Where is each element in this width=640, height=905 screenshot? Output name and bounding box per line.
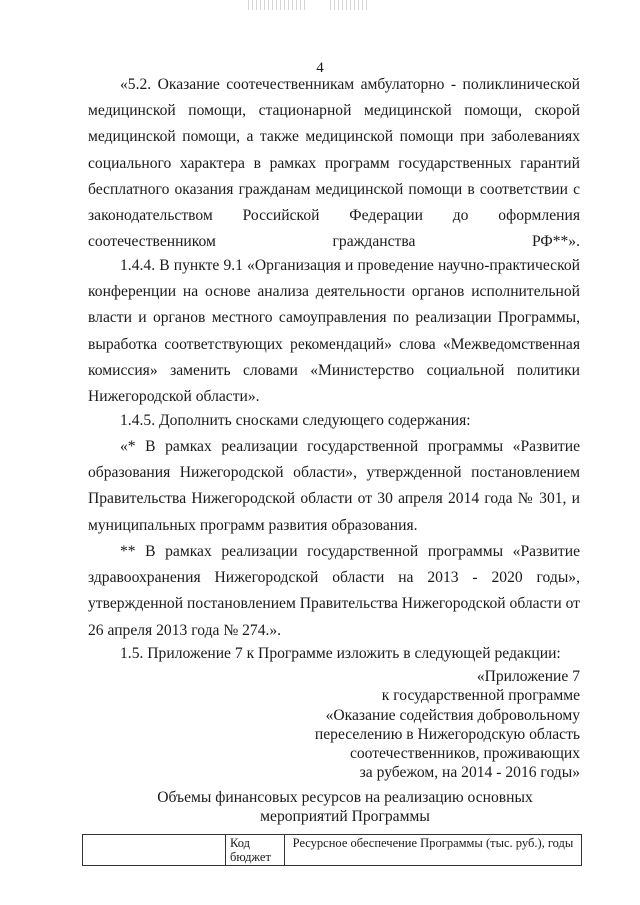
header-cell-blank — [83, 835, 226, 866]
scan-artifact — [330, 0, 370, 10]
appendix-header — [300, 667, 580, 783]
appendix-line: «Оказание содействия добровольному — [325, 706, 580, 724]
appendix-line: переселению в Нижегородскую область — [314, 725, 580, 743]
clause-1-4-5: 1.4.5. Дополнить сносками следующего содержания: — [120, 412, 471, 429]
appendix-line: к государственной программе — [381, 687, 580, 705]
appendix-line: соотечественников, проживающих — [349, 745, 580, 763]
financial-table — [82, 834, 582, 866]
scan-artifact — [248, 0, 308, 10]
page-number: 4 — [316, 60, 324, 76]
header-cell-resources: Ресурсное обеспечение Программы (тыс. руб.), годы — [285, 835, 582, 866]
appendix-line: «Приложение 7 — [476, 668, 580, 685]
footnote-1: «* В рамках реализации государственной программы «Развитие образования Нижегородской области», утвержденной постановлением Правительства Нижегородской области от 30 апреля 2014 года № 301, и муниципальных программ развития образования. — [88, 438, 580, 534]
table-title: Объемы финансовых ресурсов на реализацию основных мероприятий Программы — [157, 789, 533, 825]
clause-5-2: «5.2. Оказание соотечественникам амбулаторно - поликлинической медицинской помощи, стационарной медицинской помощи, скорой медицинской помощи, а также медицинской помощи при заболеваниях социального характера в рамках программ государственных гарантий бесплатного оказания гражданам медицинской помощи в соответствии с законодательством Российской Федерации до оформления соотечественником гражданства РФ**». — [88, 76, 580, 251]
clause-1-5: 1.5. Приложение 7 к Программе изложить в следующей редакции: — [120, 645, 561, 662]
appendix-line: за рубежом, на 2014 - 2016 годы» — [359, 764, 580, 782]
clause-1-4-4: 1.4.4. В пункте 9.1 «Организация и проведение научно-практической конференции на основе анализа деятельности органов исполнительной власти и органов местного самоуправления по реализации Программы, выработка соответствующих рекомендаций» слова «Межведомственная комиссия» заменить словами «Министерство социальной политики Нижегородской области». — [88, 257, 580, 406]
table-header-row — [83, 835, 582, 866]
footnote-2: ** В рамках реализации государственной программы «Развитие здравоохранения Нижегородской области на 2013 - 2020 годы», утвержденной постановлением Правительства Нижегородской области от 26 апреля 2013 года № 274.». — [88, 543, 580, 639]
header-cell-code: Код бюджет — [226, 835, 285, 866]
